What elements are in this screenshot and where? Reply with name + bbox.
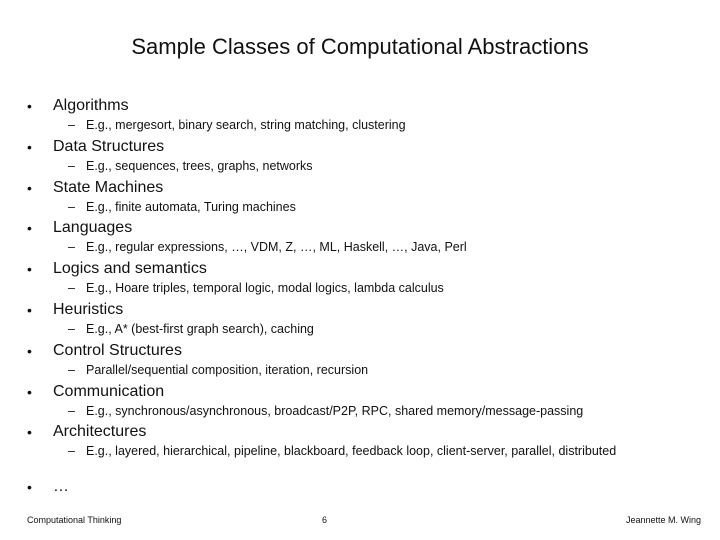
slide-title: Sample Classes of Computational Abstractions	[131, 34, 589, 59]
bullet-marker: •	[27, 383, 32, 400]
list-item-detail-text: E.g., Hoare triples, temporal logic, modal logics, lambda calculus	[86, 281, 444, 296]
list-item-label: Architectures	[53, 423, 147, 441]
list-item-detail-text: E.g., mergesort, binary search, string matching, clustering	[86, 118, 406, 132]
bullet-marker: •	[27, 138, 32, 155]
bullet-marker: •	[27, 98, 32, 114]
list-item-label: …	[53, 478, 69, 496]
page-number: 6	[322, 515, 328, 525]
bullet-marker: •	[27, 424, 32, 441]
list-item-detail-text: Parallel/sequential composition, iteration, recursion	[86, 362, 369, 377]
bullet-marker: •	[27, 302, 32, 318]
bullet-marker: •	[27, 261, 32, 278]
list-item-label: Heuristics	[53, 301, 124, 318]
dash-marker: –	[68, 118, 75, 132]
list-item-detail-text: E.g., finite automata, Turing machines	[86, 199, 296, 214]
footer-left-text: Computational Thinking	[27, 515, 122, 525]
list-item-label: Communication	[53, 382, 165, 400]
bullet-marker: •	[27, 342, 32, 359]
list-item-label: State Machines	[53, 178, 164, 196]
list-item-detail-text: E.g., A* (best-first graph search), caching	[86, 322, 314, 336]
dash-marker: –	[68, 240, 75, 255]
list-item-label: Data Structures	[53, 137, 165, 155]
footer-author: Jeannette M. Wing	[626, 515, 702, 525]
dash-marker: –	[68, 322, 75, 336]
list-item-label: Control Structures	[53, 341, 182, 359]
dash-marker: –	[68, 403, 75, 418]
dash-marker: –	[68, 444, 75, 459]
dash-marker: –	[68, 199, 75, 214]
dash-marker: –	[68, 362, 75, 377]
list-item-detail-text: E.g., regular expressions, …, VDM, Z, …, ML, Haskell, …, Java, Perl	[86, 240, 467, 255]
list-item-label: Logics and semantics	[53, 260, 207, 278]
list-item-detail-text: E.g., synchronous/asynchronous, broadcast/P2P, RPC, shared memory/message-passing	[86, 403, 584, 418]
dash-marker: –	[68, 158, 75, 173]
bullet-marker: •	[27, 479, 32, 496]
bullet-marker: •	[27, 179, 32, 196]
list-item-label: Algorithms	[53, 97, 129, 114]
list-item-label: Languages	[53, 219, 133, 237]
list-item-detail-text: E.g., layered, hierarchical, pipeline, blackboard, feedback loop, client-server, parallel, distributed	[86, 444, 617, 459]
list-item-detail-text: E.g., sequences, trees, graphs, networks	[86, 158, 313, 173]
bullet-marker: •	[27, 220, 32, 237]
dash-marker: –	[68, 281, 75, 296]
